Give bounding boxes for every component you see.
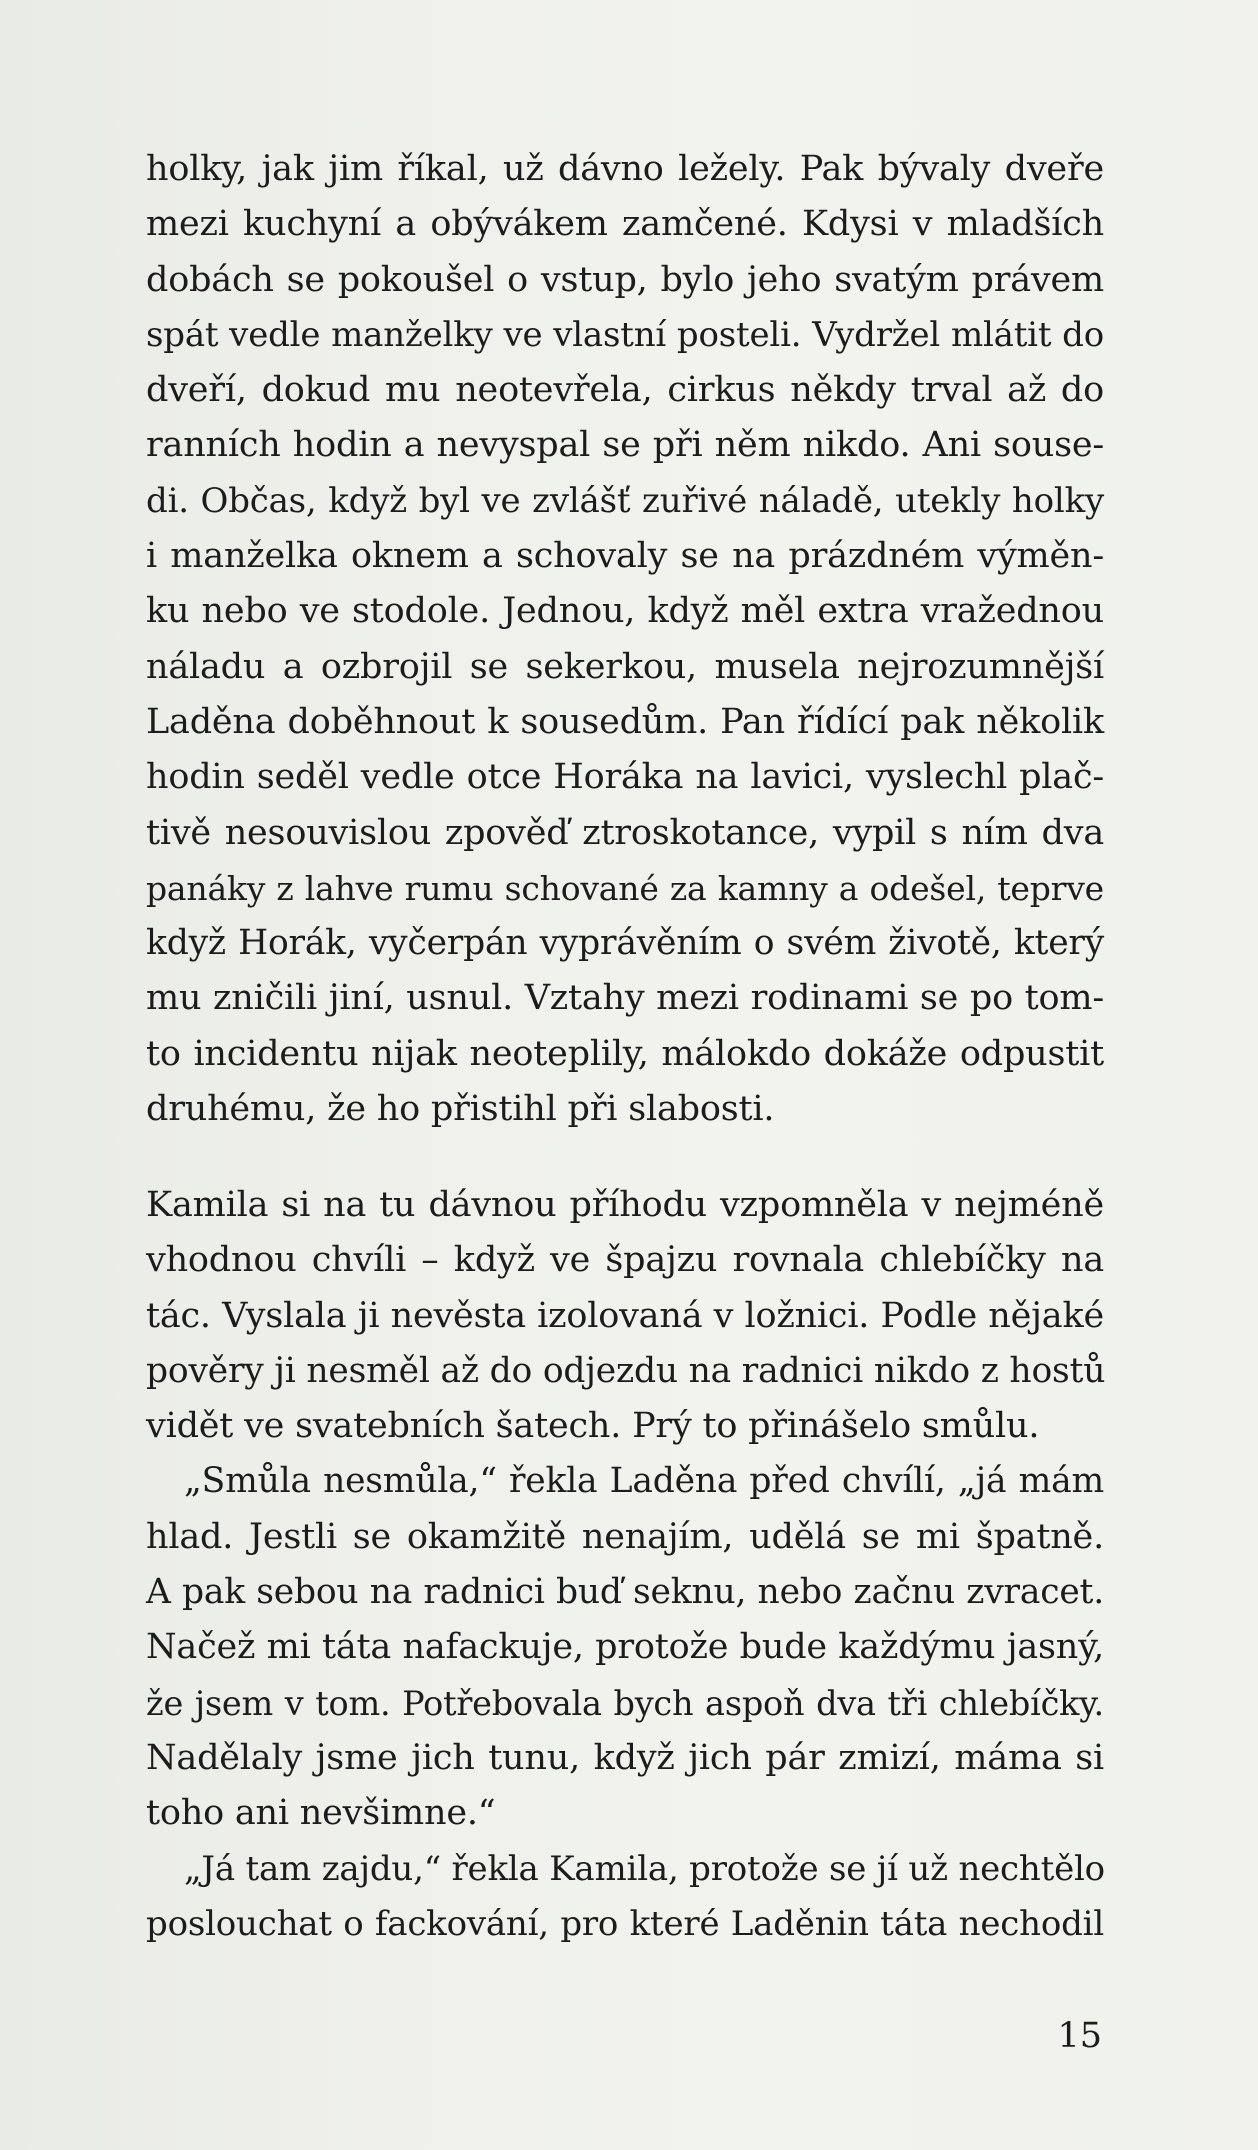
text-line: „Já tam zajdu,“ řekla Kamila, protože se jí už nechtělo [184,1848,1105,1889]
text-line: „Smůla nesmůla,“ řekla Laděna před chvílí, „já mám [184,1461,1104,1502]
text-line: ku nebo ve stodole. Jednou, když měl extra vražednou [146,591,1104,632]
text-line: hodin seděl vedle otce Horáka na lavici, vyslechl plač- [146,757,1104,798]
text-line: panáky z lahve rumu schované za kamny a odešel, teprve [146,868,1104,908]
text-line: ranních hodin a nevyspal se při něm nikdo. Ani souse- [146,425,1104,466]
text-line: Kamila si na tu dávnou příhodu vzpomněla v nejméně [146,1185,1104,1225]
text-line: Nadělaly jsme jich tunu, když jich pár zmizí, máma si [146,1737,1104,1778]
text-line: toho ani nevšimne.“ [146,1793,496,1834]
text-line: di. Občas, když byl ve zvlášť zuřivé náladě, utekly holky [146,480,1104,521]
text-line: spát vedle manželky ve vlastní posteli. Vydržel mlátit do [146,314,1104,355]
text-line: mu zničili jiní, usnul. Vztahy mezi rodinami se po tom- [146,978,1104,1019]
text-line: Načež mi táta nafackuje, protože bude každýmu jasný, [146,1627,1104,1668]
text-line: Laděna doběhnout k sousedům. Pan řídící pak několik [146,701,1104,742]
text-line: dobách se pokoušel o vstup, bylo jeho svatým právem [146,259,1104,300]
paragraph [146,142,1104,1137]
text-line: hlad. Jestli se okamžitě nenajím, udělá se mi špatně. [146,1516,1104,1557]
text-line: dveří, dokud mu neotevřela, cirkus někdy trval až do [146,370,1104,411]
text-line: holky, jak jim říkal, už dávno ležely. Pak bývaly dveře [146,149,1104,189]
text-line: vidět ve svatebních šatech. Prý to přinášelo smůlu. [146,1406,1040,1447]
text-line: to incidentu nijak neoteplily, málokdo dokáže odpustit [146,1033,1104,1074]
text-line: tác. Vyslala ji nevěsta izolovaná v ložnici. Podle nějaké [146,1295,1104,1336]
text-line: tivě nesouvislou zpověď ztroskotance, vypil s ním dva [146,812,1104,853]
text-line: A pak sebou na radnici buď seknu, nebo začnu zvracet. [146,1572,1104,1613]
text-line: náladu a ozbrojil se sekerkou, musela nejrozumnější [146,646,1104,687]
text-line: vhodnou chvíli – když ve špajzu rovnala chlebíčky na [146,1240,1104,1281]
text-line: že jsem v tom. Potřebovala bych aspoň dva tři chlebíčky. [146,1683,1104,1723]
page-number: 15 [1057,2016,1102,2056]
text-line: pověry ji nesměl až do odjezdu na radnici nikdo z hostů [146,1350,1106,1391]
text-line: i manželka oknem a schovaly se na prázdném výměn- [146,536,1104,577]
text-line: když Horák, vyčerpán vyprávěním o svém životě, který [146,923,1104,964]
section-text [146,1178,1104,1952]
text-line: poslouchat o fackování, pro které Laděnin táta nechodil [146,1903,1104,1944]
text-line: druhému, že ho přistihl při slabosti. [146,1089,775,1130]
text-line: mezi kuchyní a obývákem zamčené. Kdysi v mladších [146,204,1104,245]
